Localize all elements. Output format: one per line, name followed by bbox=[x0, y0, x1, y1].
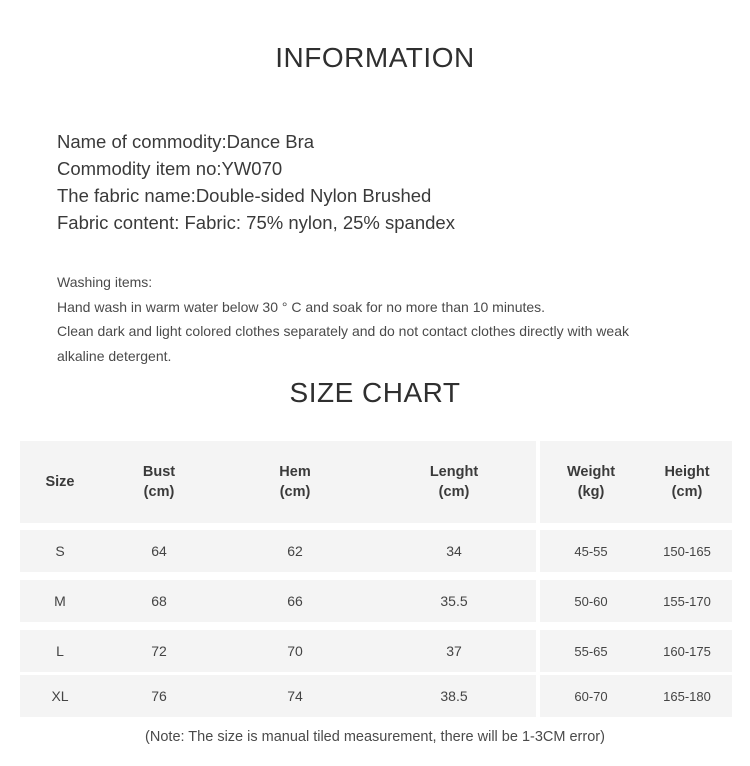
header-hem: Hem (cm) bbox=[218, 441, 372, 523]
commodity-item-no: Commodity item no:YW070 bbox=[57, 158, 283, 179]
washing-line: Hand wash in warm water below 30 ° C and soak for no more than 10 minutes. bbox=[57, 298, 546, 315]
header-bust: Bust (cm) bbox=[100, 441, 218, 523]
measurement-note: (Note: The size is manual tiled measurement, there will be 1-3CM error) bbox=[145, 729, 605, 745]
washing-instructions bbox=[57, 270, 727, 368]
cell-size: S bbox=[20, 530, 100, 572]
size-chart-title: SIZE CHART bbox=[289, 377, 461, 408]
cell-length: 38.5 bbox=[372, 675, 536, 717]
cell-weight: 45-55 bbox=[540, 530, 642, 572]
cell-bust: 64 bbox=[100, 530, 218, 572]
cell-hem: 62 bbox=[218, 530, 372, 572]
washing-line: Clean dark and light colored clothes separately and do not contact clothes directly with weak bbox=[57, 323, 629, 339]
fabric-name: The fabric name:Double-sided Nylon Brushed bbox=[57, 185, 432, 206]
table-row bbox=[20, 630, 732, 672]
cell-height: 150-165 bbox=[642, 530, 732, 572]
cell-hem: 70 bbox=[218, 630, 372, 672]
table-header-row bbox=[20, 441, 732, 523]
cell-height: 165-180 bbox=[642, 675, 732, 717]
header-size: Size bbox=[20, 441, 100, 523]
cell-height: 155-170 bbox=[642, 580, 732, 622]
cell-hem: 74 bbox=[218, 675, 372, 717]
header-height: Height (cm) bbox=[642, 441, 732, 523]
washing-heading: Washing items: bbox=[57, 274, 153, 290]
cell-bust: 68 bbox=[100, 580, 218, 622]
cell-length: 35.5 bbox=[372, 580, 536, 622]
information-title: INFORMATION bbox=[275, 42, 475, 73]
cell-length: 34 bbox=[372, 530, 536, 572]
commodity-name: Name of commodity:Dance Bra bbox=[57, 131, 315, 152]
table-row bbox=[20, 675, 732, 717]
cell-weight: 50-60 bbox=[540, 580, 642, 622]
product-info bbox=[57, 128, 455, 236]
table-row bbox=[20, 580, 732, 622]
cell-hem: 66 bbox=[218, 580, 372, 622]
header-weight: Weight (kg) bbox=[540, 441, 642, 523]
header-length: Lenght (cm) bbox=[372, 441, 536, 523]
cell-height: 160-175 bbox=[642, 630, 732, 672]
table-row bbox=[20, 530, 732, 572]
cell-size: M bbox=[20, 580, 100, 622]
cell-bust: 76 bbox=[100, 675, 218, 717]
cell-bust: 72 bbox=[100, 630, 218, 672]
fabric-content: Fabric content: Fabric: 75% nylon, 25% spandex bbox=[57, 212, 455, 233]
cell-size: XL bbox=[20, 675, 100, 717]
cell-size: L bbox=[20, 630, 100, 672]
washing-line: alkaline detergent. bbox=[57, 347, 172, 364]
cell-weight: 55-65 bbox=[540, 630, 642, 672]
cell-weight: 60-70 bbox=[540, 675, 642, 717]
cell-length: 37 bbox=[372, 630, 536, 672]
